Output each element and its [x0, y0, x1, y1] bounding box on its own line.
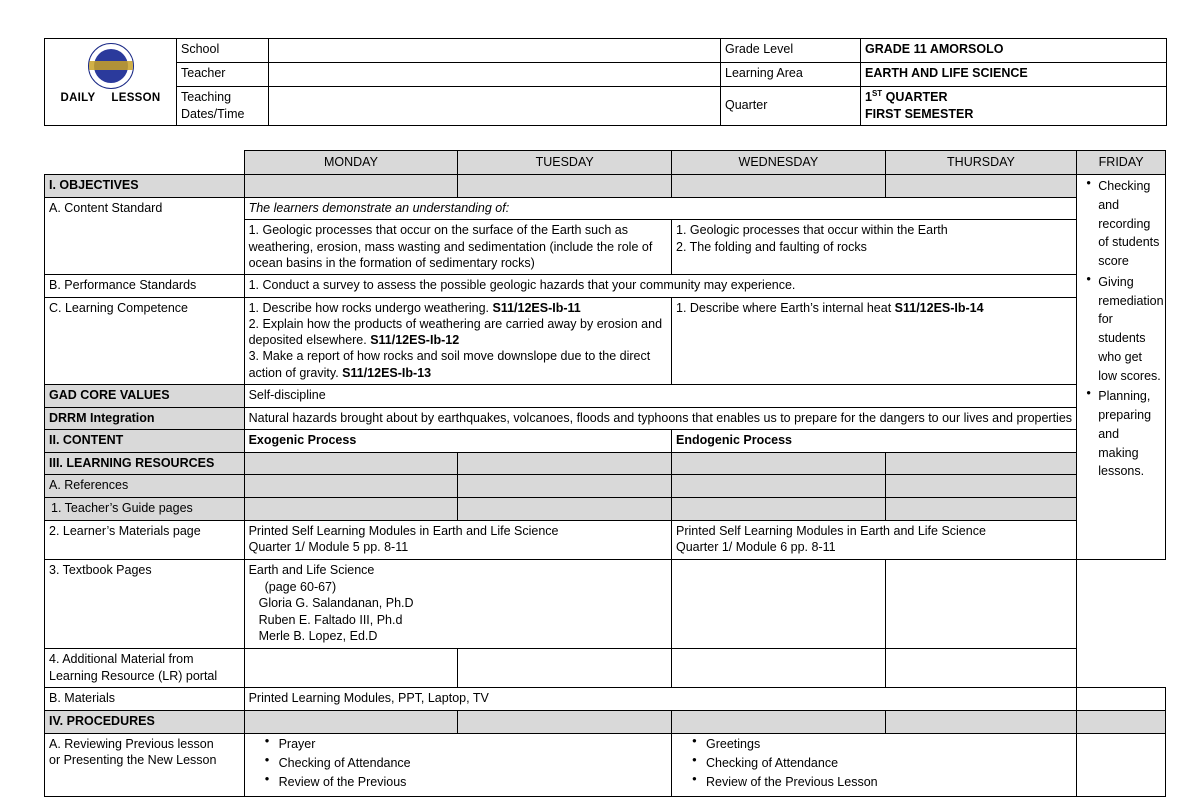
procedures-tuesday [458, 710, 672, 733]
row-learning-competence [45, 297, 1166, 384]
list-item: ● Giving remediation for students who get low scores. [1085, 273, 1161, 388]
list-item: ● Greetings [692, 736, 1072, 755]
row-teachers-guide [45, 498, 1166, 521]
label-performance-standards: B. Performance Standards [45, 275, 245, 298]
day-header-tuesday: TUESDAY [458, 151, 672, 175]
references-wednesday [672, 475, 886, 498]
textbook-line2: (page 60-67) [264, 579, 337, 594]
header-table [44, 38, 1167, 126]
lr-thursday [885, 452, 1077, 475]
quarter-ordinal: 1 [865, 90, 872, 105]
day-header-friday: FRIDAY [1077, 151, 1166, 175]
row-content-standard-intro [45, 197, 1166, 220]
label-school: School [177, 39, 269, 63]
tg-tuesday [458, 498, 672, 521]
performance-standards-value: 1. Conduct a survey to assess the possible geologic hazards that your community may experience. [244, 275, 1077, 298]
quarter-line [865, 89, 1162, 106]
references-monday [244, 475, 458, 498]
value-quarter [861, 87, 1167, 126]
daily-label-text: DAILY [60, 92, 96, 104]
label-teachers-guide: 1. Teacher’s Guide pages [45, 498, 245, 521]
lc-wed-1-code: S11/12ES-Ib-14 [894, 300, 984, 315]
lc-mon-1-code: S11/12ES-Ib-11 [492, 300, 581, 315]
friday-activity-list [1081, 177, 1164, 483]
textbook-pages-wednesday [672, 559, 886, 648]
textbook-pages-thursday [885, 559, 1077, 648]
header-row-teacher [45, 63, 1167, 87]
value-learning-area: EARTH AND LIFE SCIENCE [861, 63, 1167, 87]
tg-thursday [885, 498, 1077, 521]
reviewing-line2: or Presenting the New Lesson [49, 753, 217, 768]
lm-wed-line1: Printed Self Learning Modules in Earth and Life Science [676, 523, 986, 538]
day-header-row [45, 151, 1166, 175]
deped-logo-cell [45, 39, 177, 126]
header-row-school [45, 39, 1167, 63]
drrm-integration-value: Natural hazards brought about by earthquakes, volcanoes, floods and typhoons that enables us to prepare for the dangers to our lives and properties [244, 407, 1077, 430]
semester-line: FIRST SEMESTER [865, 106, 974, 121]
value-school[interactable] [269, 39, 721, 63]
row-references [45, 475, 1166, 498]
procedures-friday [1077, 710, 1166, 733]
objectives-monday [244, 175, 458, 198]
section-content: II. CONTENT [45, 430, 245, 453]
label-references: A. References [45, 475, 245, 498]
daily-lesson-label [45, 91, 176, 109]
content-standard-intro: The learners demonstrate an understanding of: [244, 197, 1077, 220]
additional-material-line2: Learning Resource (LR) portal [49, 668, 218, 683]
textbook-line1: Earth and Life Science [248, 562, 375, 577]
row-procedures [45, 710, 1166, 733]
label-materials: B. Materials [45, 688, 245, 711]
label-textbook-pages: 3. Textbook Pages [45, 559, 245, 648]
textbook-pages-monday [244, 559, 671, 648]
learners-materials-monday [244, 520, 671, 559]
content-standard-monday: 1. Geologic processes that occur on the surface of the Earth such as weathering, erosion, mass wasting and sedimentation (include the role of ocean basins in the formation of sedimentary rocks) [244, 220, 671, 275]
learning-competence-monday [244, 297, 671, 384]
label-quarter: Quarter [721, 87, 861, 126]
label-teacher: Teacher [177, 63, 269, 87]
procedures-thursday [885, 710, 1077, 733]
label-teaching-dates-text: Teaching Dates/Time [181, 90, 245, 121]
textbook-line5: Merle B. Lopez, Ed.D [258, 629, 378, 644]
lesson-plan-table [44, 150, 1166, 797]
list-item: ● Checking of Attendance [265, 755, 667, 774]
lc-wed-1-text: 1. Describe where Earth’s internal heat [676, 300, 895, 315]
tg-wednesday [672, 498, 886, 521]
label-drrm-integration: DRRM Integration [45, 407, 245, 430]
row-performance-standards [45, 275, 1166, 298]
row-drrm-integration [45, 407, 1166, 430]
objectives-wednesday [672, 175, 886, 198]
label-learning-area: Learning Area [721, 63, 861, 87]
lc-mon-3-code: S11/12ES-Ib-13 [342, 365, 432, 380]
row-gad-core-values [45, 384, 1166, 407]
lc-wed-1 [676, 300, 1072, 316]
lr-tuesday [458, 452, 672, 475]
day-header-monday: MONDAY [244, 151, 458, 175]
content-standard-wednesday [672, 220, 1077, 275]
section-learning-resources: III. LEARNING RESOURCES [45, 452, 245, 475]
friday-activities-cell [1077, 175, 1166, 560]
list-item: ● Review of the Previous Lesson [692, 774, 1072, 793]
label-gad-core-values: GAD CORE VALUES [45, 384, 245, 407]
row-learners-materials [45, 520, 1166, 559]
content-wednesday: Endogenic Process [672, 430, 1077, 453]
lesson-plan-document [44, 38, 1166, 797]
list-item: ● Review of the Previous [265, 774, 667, 793]
lc-mon-3 [249, 348, 667, 381]
materials-friday [1077, 688, 1166, 711]
lm-mon-line1: Printed Self Learning Modules in Earth and Life Science [248, 523, 559, 538]
table-gap [44, 126, 1166, 150]
lesson-label-text: LESSON [111, 92, 161, 104]
row-content [45, 430, 1166, 453]
label-additional-material [45, 649, 245, 688]
lc-mon-2 [249, 316, 667, 349]
corner-cell [45, 151, 245, 175]
row-objectives [45, 175, 1166, 198]
content-standard-wed-line2: 2. The folding and faulting of rocks [676, 239, 867, 254]
am-wednesday [672, 649, 886, 688]
label-content-standard: A. Content Standard [45, 197, 245, 274]
row-textbook-pages [45, 559, 1166, 648]
value-teaching-dates[interactable] [269, 87, 721, 126]
am-tuesday [458, 649, 672, 688]
additional-material-line1: 4. Additional Material from [49, 652, 194, 667]
day-header-thursday: THURSDAY [885, 151, 1077, 175]
section-procedures: IV. PROCEDURES [45, 710, 245, 733]
day-header-wednesday: WEDNESDAY [672, 151, 886, 175]
learners-materials-wednesday [672, 520, 1077, 559]
reviewing-wednesday [672, 733, 1077, 797]
textbook-line3: Gloria G. Salandanan, Ph.D [258, 596, 414, 611]
lc-mon-1 [249, 300, 667, 316]
quarter-sup: ST [871, 89, 883, 98]
lc-mon-2-code: S11/12ES-Ib-12 [370, 333, 460, 348]
lc-mon-1-text: 1. Describe how rocks undergo weathering. [248, 300, 493, 315]
label-learning-competence: C. Learning Competence [45, 297, 245, 384]
label-learners-materials: 2. Learner’s Materials page [45, 520, 245, 559]
deped-seal-icon [88, 43, 134, 89]
row-learning-resources [45, 452, 1166, 475]
learning-competence-wednesday [672, 297, 1077, 384]
row-additional-material [45, 649, 1166, 688]
references-thursday [885, 475, 1077, 498]
value-grade-level: GRADE 11 AMORSOLO [861, 39, 1167, 63]
objectives-tuesday [458, 175, 672, 198]
row-materials [45, 688, 1166, 711]
label-grade-level: Grade Level [721, 39, 861, 63]
list-item: ● Checking of Attendance [692, 755, 1072, 774]
lc-mon-3-text: 3. Make a report of how rocks and soil move downslope due to the direct action of gravity. [248, 349, 651, 380]
am-thursday [885, 649, 1077, 688]
lm-mon-line2: Quarter 1/ Module 5 pp. 8-11 [248, 540, 409, 555]
textbook-line4: Ruben E. Faltado III, Ph.d [258, 612, 403, 627]
references-tuesday [458, 475, 672, 498]
objectives-thursday [885, 175, 1077, 198]
lr-monday [244, 452, 458, 475]
tg-monday [244, 498, 458, 521]
procedures-monday [244, 710, 458, 733]
gad-core-values-value: Self-discipline [244, 384, 1077, 407]
label-reviewing-previous-lesson [45, 733, 245, 797]
list-item: ● Prayer [265, 736, 667, 755]
am-monday [244, 649, 458, 688]
list-item: ● Checking and recording of students score [1085, 177, 1161, 273]
value-teacher[interactable] [269, 63, 721, 87]
lr-wednesday [672, 452, 886, 475]
procedures-wednesday [672, 710, 886, 733]
header-row-dates [45, 87, 1167, 126]
content-monday: Exogenic Process [244, 430, 671, 453]
section-objectives: I. OBJECTIVES [45, 175, 245, 198]
reviewing-monday [244, 733, 671, 797]
quarter-rest: QUARTER [882, 90, 948, 105]
content-standard-wed-line1: 1. Geologic processes that occur within the Earth [676, 223, 948, 238]
row-reviewing-previous-lesson [45, 733, 1166, 797]
lm-wed-line2: Quarter 1/ Module 6 pp. 8-11 [676, 540, 836, 555]
label-teaching-dates [177, 87, 269, 126]
list-item: ● Planning, preparing and making lessons. [1085, 387, 1161, 483]
materials-value: Printed Learning Modules, PPT, Laptop, TV [244, 688, 1077, 711]
lc-mon-2-text: 2. Explain how the products of weathering are carried away by erosion and deposited elsewhere. [248, 316, 663, 348]
reviewing-line1: A. Reviewing Previous lesson [49, 736, 214, 751]
reviewing-friday [1077, 733, 1166, 797]
